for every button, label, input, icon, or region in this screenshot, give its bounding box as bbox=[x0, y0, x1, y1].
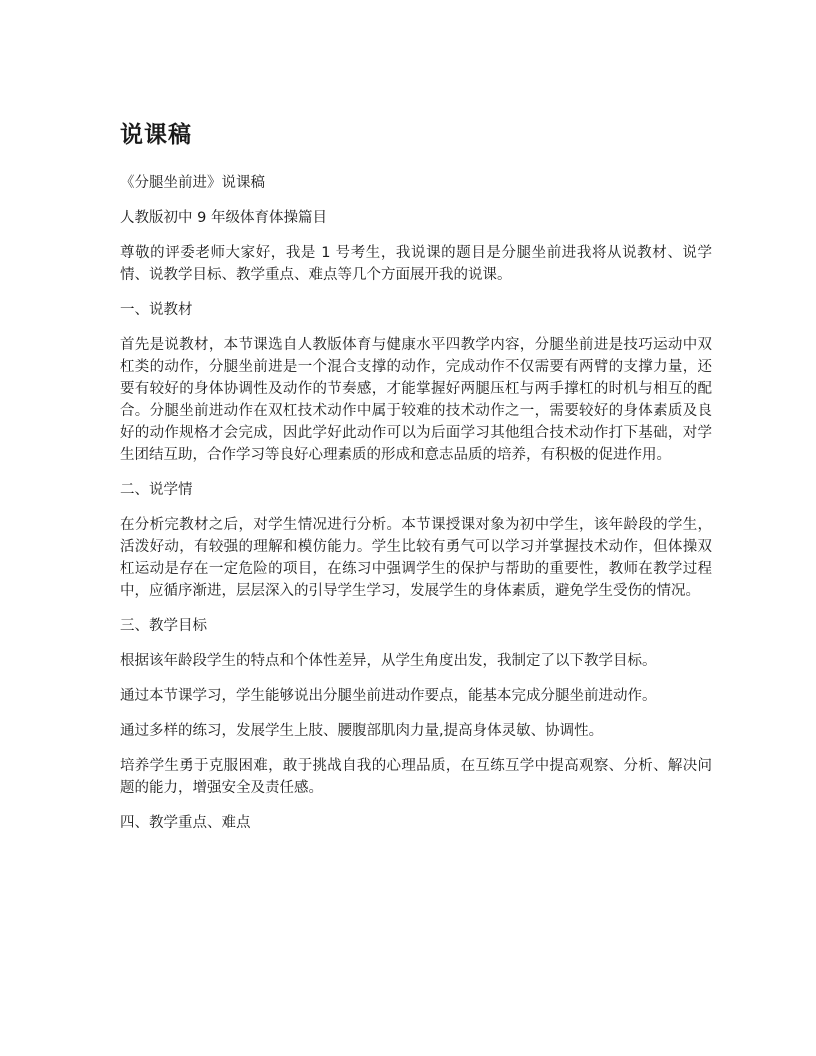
textbook-paragraph: 首先是说教材，本节课选自人教版体育与健康水平四教学内容，分腿坐前进是技巧运动中双杠类的动作，分腿坐前进是一个混合支撑的动作，完成动作不仅需要有两臂的支撑力量，还要有较好的身体协调性及动作的节奏感，才能掌握好两腿压杠与两手撑杠的时机与相互的配合。分腿坐前进动作在双杠技术动作中属于较难的技术动作之一，需要较好的身体素质及良好的动作规格才会完成，因此学好此动作可以为后面学习其他组合技术动作打下基础，对学生团结互助，合作学习等良好心理素质的形成和意志品质的培养，有积极的促进作用。 bbox=[120, 337, 712, 463]
document-subtitle: 《分腿坐前进》说课稿 bbox=[120, 175, 265, 191]
section-heading-key-points: 四、教学重点、难点 bbox=[120, 815, 251, 831]
objectives-paragraph-attitude: 培养学生勇于克服困难，敢于挑战自我的心理品质，在互练互学中提高观察、分析、解决问题的能力，增强安全及责任感。 bbox=[120, 758, 712, 796]
intro-paragraph: 尊敬的评委老师大家好，我是 1 号考生，我说课的题目是分腿坐前进我将从说教材、说学情、说教学目标、教学重点、难点等几个方面展开我的说课。 bbox=[120, 245, 712, 283]
section-heading-students: 二、说学情 bbox=[120, 482, 193, 498]
section-heading-textbook: 一、说教材 bbox=[120, 302, 193, 318]
objectives-paragraph-knowledge: 通过本节课学习，学生能够说出分腿坐前进动作要点，能基本完成分腿坐前进动作。 bbox=[120, 688, 657, 704]
document-page bbox=[120, 118, 712, 847]
section-heading-objectives: 三、教学目标 bbox=[120, 618, 207, 634]
objectives-paragraph-intro: 根据该年龄段学生的特点和个体性差异，从学生角度出发，我制定了以下教学目标。 bbox=[120, 653, 657, 669]
students-paragraph: 在分析完教材之后，对学生情况进行分析。本节课授课对象为初中学生，该年龄段的学生，活泼好动，有较强的理解和模仿能力。学生比较有勇气可以学习并掌握技术动作，但体操双杠运动是存在一定危险的项目，在练习中强调学生的保护与帮助的重要性，教师在教学过程中，应循序渐进，层层深入的引导学生学习，发展学生的身体素质，避免学生受伤的情况。 bbox=[120, 517, 712, 599]
document-title: 说课稿 bbox=[120, 122, 192, 148]
objectives-paragraph-skills: 通过多样的练习，发展学生上肢、腰腹部肌肉力量,提高身体灵敏、协调性。 bbox=[120, 723, 604, 739]
document-source: 人教版初中 9 年级体育体操篇目 bbox=[120, 210, 327, 226]
